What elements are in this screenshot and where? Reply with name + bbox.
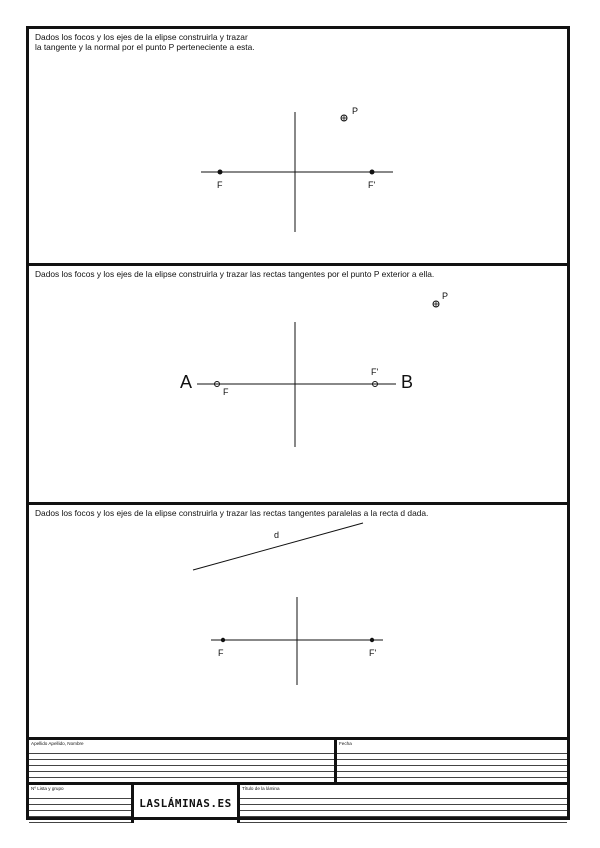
label-f: F [223, 387, 229, 397]
date-caption: Fecha [339, 741, 352, 746]
title-block-row-1 [29, 740, 567, 782]
sheet-title-field[interactable] [237, 785, 567, 823]
focus-f-point [221, 638, 225, 642]
label-f: F [217, 180, 223, 190]
exercise-2-figure [29, 266, 567, 502]
logo: LASLÁMINAS.ES [139, 797, 232, 810]
exercise-3-figure [29, 505, 567, 737]
label-f2: F' [371, 367, 379, 377]
list-group-field[interactable] [29, 785, 131, 823]
label-f2: F' [368, 180, 376, 190]
label-b: B [401, 372, 414, 392]
exercise-1-instruction: Dados los focos y los ejes de la elipse construirla y trazar la tangente y la normal por el punto P perteneciente a esta. [35, 32, 255, 52]
exercise-3-panel [29, 502, 567, 737]
focus-f-point [218, 170, 223, 175]
exercise-2-instruction: Dados los focos y los ejes de la elipse construirla y trazar las rectas tangentes por el punto P exterior a ella. [35, 269, 435, 279]
sheet-frame [26, 26, 570, 820]
name-caption: Apellido Apellido, Nombre [31, 741, 84, 746]
label-d: d [274, 530, 280, 540]
label-f2: F' [369, 648, 377, 658]
list-caption: Nº Lista y grupo [31, 786, 64, 791]
exercise-2-panel [29, 263, 567, 502]
focus-f2-point [370, 170, 375, 175]
date-field[interactable] [334, 740, 567, 782]
logo-box [131, 785, 237, 823]
focus-f2-point [370, 638, 374, 642]
exercise-3-instruction: Dados los focos y los ejes de la elipse construirla y trazar las rectas tangentes paralelas a la recta d dada. [35, 508, 429, 518]
label-a: A [180, 372, 193, 392]
label-p: P [352, 106, 359, 116]
exercise-1-figure [29, 29, 567, 263]
title-block [29, 737, 567, 817]
title-block-row-2 [29, 782, 567, 823]
name-field[interactable] [29, 740, 334, 782]
title-caption: Título de la lámina [242, 786, 280, 791]
label-f: F [218, 648, 224, 658]
exercise-1-panel [29, 29, 567, 263]
label-p: P [442, 291, 449, 301]
